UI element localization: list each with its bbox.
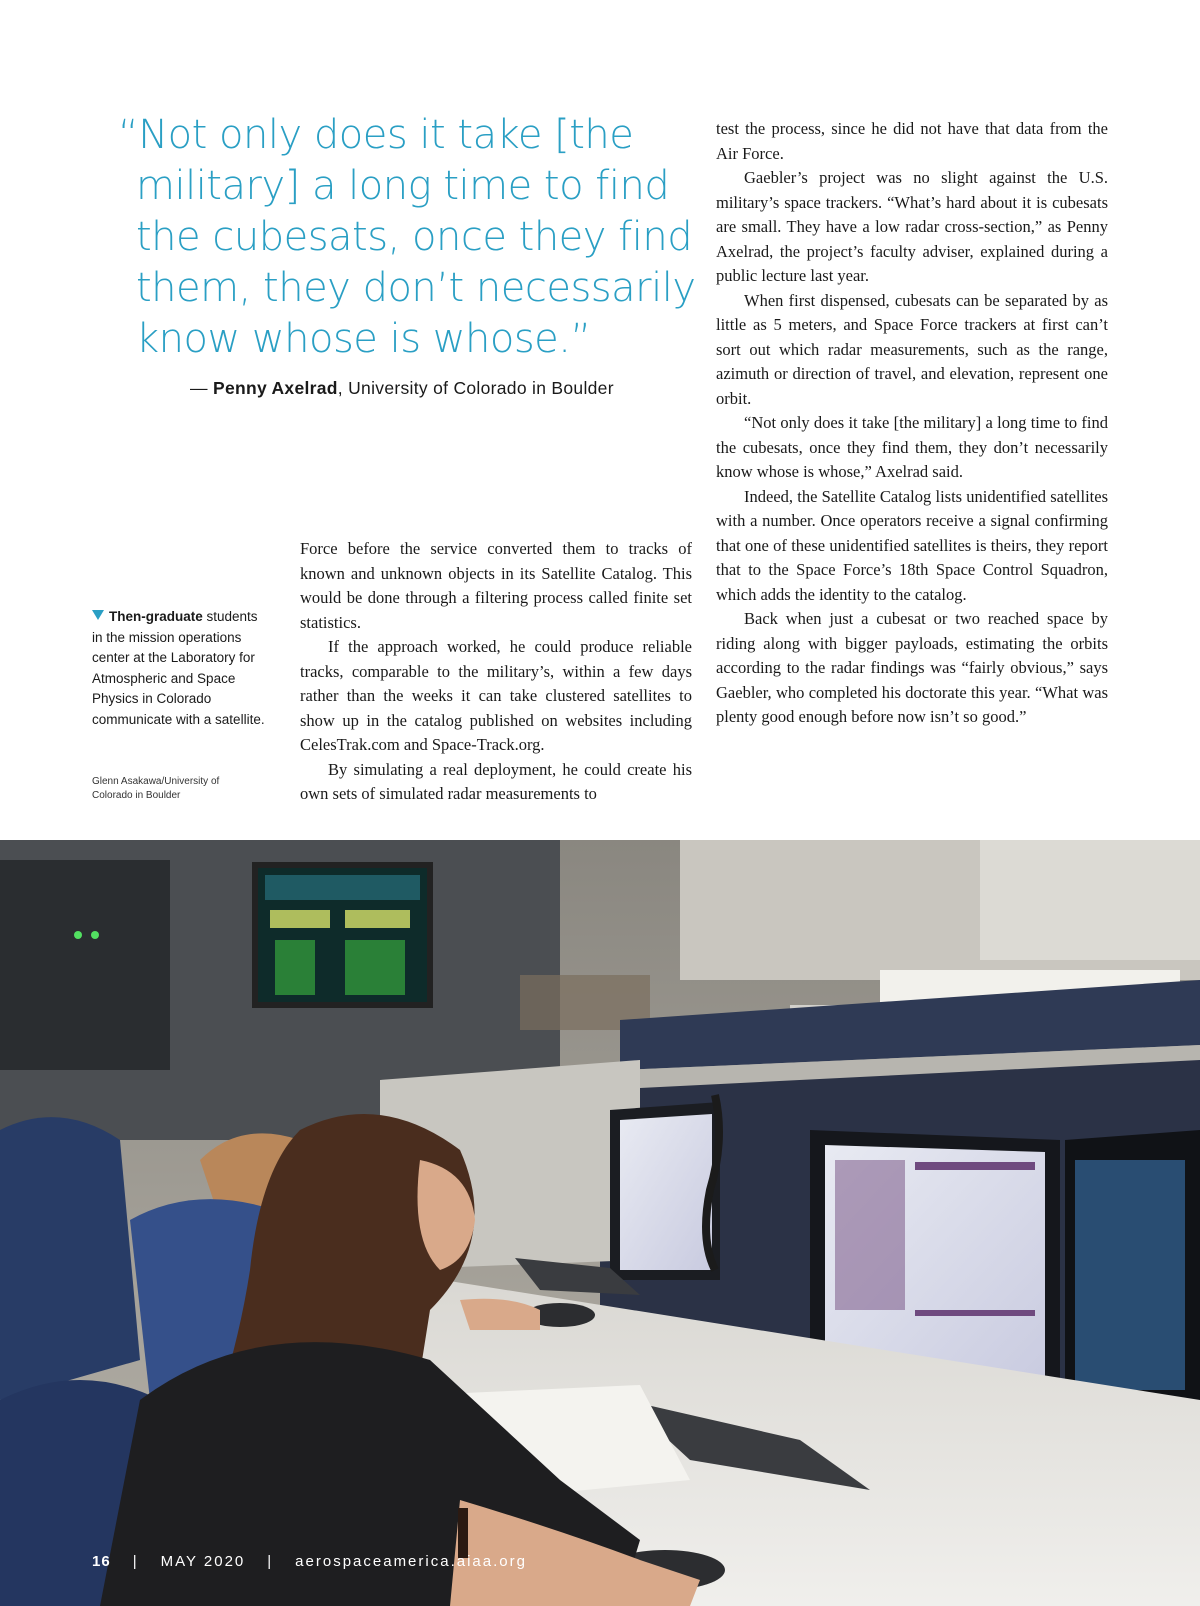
pull-quote-line: military] a long time to find [136,163,670,209]
paragraph: If the approach worked, he could produce reliable tracks, comparable to the military’s, within a few days rather than the weeks it can take clustered satellites to show up in the catalog published on websites including CelesTrak.com and Space-Track.org. [300,637,692,754]
attribution-name: Penny Axelrad [212,378,338,398]
paragraph: “Not only does it take [the military] a long time to find the cubesats, once they find them, they don’t necessarily know whose is whose,” Axelrad said. [716,413,1108,481]
paragraph: By simulating a real deployment, he could create his own sets of simulated radar measurements to [300,759,692,803]
website-link[interactable]: aerospaceamerica.aiaa.org [295,1553,527,1570]
paragraph: Indeed, the Satellite Catalog lists unidentified satellites with a number. Once operators receive a signal confirming that one of these unidentified satellites is theirs, they report that to the Space Force’s 18th Space Control Squadron, which adds the identity to the catalog. [716,486,1108,604]
article-column-right [716,117,1108,730]
pull-quote-line: them, they don’t necessarily [136,265,696,311]
pull-quote-line: know whose is whose.” [136,316,591,362]
page-footer [92,1553,527,1577]
issue-date: MAY 2020 [160,1553,246,1570]
attribution-affiliation: , University of Colorado in Boulder [337,378,614,398]
pull-quote-line: “Not only does it take [the [118,112,634,158]
pull-quote [118,110,696,365]
paragraph: test the process, since he did not have that data from the Air Force. [716,119,1108,163]
photo-illustration [0,840,1200,1606]
caption-text: students in the mission operations center at the Laboratory for Atmospheric and Space Physics in Colorado communicate with a satellite. [92,609,265,727]
paragraph: Back when just a cubesat or two reached space by riding along with bigger payloads, estimating the orbits according to the radar findings was “fairly obvious,” says Gaebler, who completed his doctorate this year. “What was plenty good enough before now isn’t so good.” [716,609,1108,726]
photo-credit: Glenn Asakawa/University of Colorado in Boulder [92,776,220,801]
paragraph: Gaebler’s project was no slight against the U.S. military’s space trackers. “What’s hard about it is cubesats are small. They have a low radar cross-section,” as Penny Axelrad, the project’s faculty adviser, explained during a public lecture last year. [716,168,1108,285]
quote-attribution [190,378,670,399]
footer-divider: | [132,1553,139,1570]
footer-divider: | [267,1553,274,1570]
attribution-dash: — [190,378,213,398]
mission-operations-photo [0,840,1200,1606]
pull-quote-line: the cubesats, once they find [136,214,693,260]
article-column-middle [300,537,692,807]
paragraph: Force before the service converted them to tracks of known and unknown objects in its Satellite Catalog. This would be done through a filtering process called finite set statistics. [300,539,692,632]
caption-triangle-icon [92,610,104,620]
caption-lead: Then-graduate [109,609,203,624]
photo-caption [92,607,270,730]
paragraph: When first dispensed, cubesats can be separated by as little as 5 meters, and Space Force trackers at first can’t sort out which radar measurements, such as the range, azimuth or direction of travel, and elevation, represent one orbit. [716,290,1108,408]
page-number: 16 [92,1553,111,1570]
